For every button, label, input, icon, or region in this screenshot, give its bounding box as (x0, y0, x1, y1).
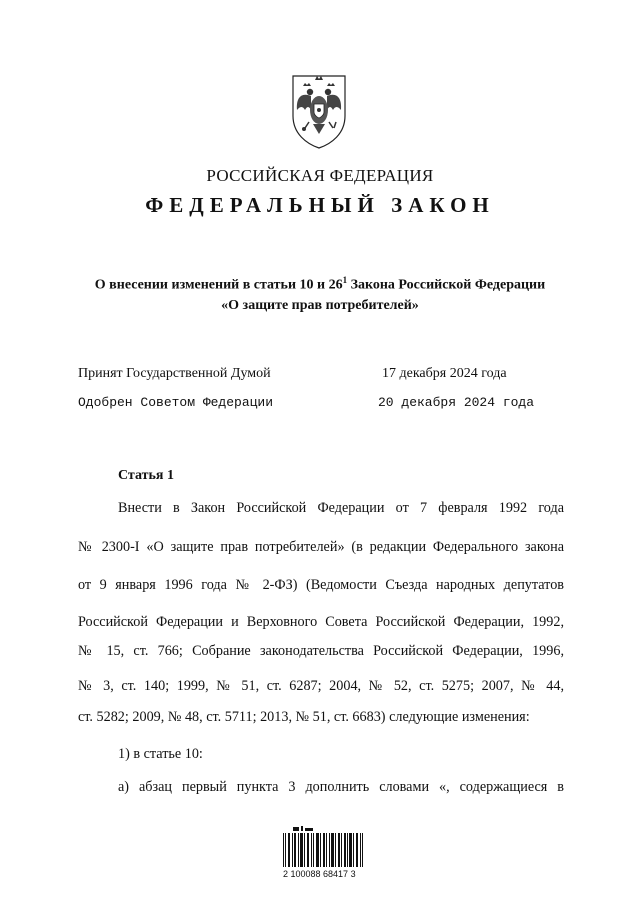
law-title-part-2: Закона Российской Федерации (347, 277, 546, 293)
article-text-line: ст. 5282; 2009, № 48, ст. 5711; 2013, № 51, ст. 6683) следующие изменения: (78, 709, 530, 725)
article-text-line: Внести в Закон Российской Федерации от 7 февраля 1992 года (118, 500, 564, 516)
law-title-line-1 (0, 270, 640, 296)
article-text-line: № 2300-I «О защите прав потребителей» (в редакции Федерального закона (78, 539, 564, 555)
barcode (283, 825, 363, 869)
article-text-line: № 3, ст. 140; 1999, № 51, ст. 6287; 2004, № 52, ст. 5275; 2007, № 44, (78, 678, 564, 694)
article-text-line: от 9 января 1996 года № 2-ФЗ) (Ведомости Съезда народных депутатов (78, 577, 564, 593)
amendment-item-1: 1) в статье 10: (118, 746, 203, 762)
barcode-number: 2 100088 68417 3 (283, 869, 356, 879)
coat-of-arms-emblem (289, 70, 349, 150)
law-title (0, 270, 640, 316)
law-title-part-1: О внесении изменений в статьи 10 и 26 (94, 277, 343, 293)
council-approval-date: 20 декабря 2024 года (378, 395, 535, 410)
law-type-heading: ФЕДЕРАЛЬНЫЙ ЗАКОН (145, 193, 495, 217)
article-text-line: Российской Федерации и Верховного Совета Российской Федерации, 1992, (78, 614, 564, 630)
duma-adoption-label: Принят Государственной Думой (78, 366, 271, 381)
duma-adoption-date: 17 декабря 2024 года (382, 366, 507, 381)
council-approval-label: Одобрен Советом Федерации (78, 395, 274, 410)
country-name: РОССИЙСКАЯ ФЕДЕРАЦИЯ (206, 166, 434, 185)
article-text-line: № 15, ст. 766; Собрание законодательства Российской Федерации, 1996, (78, 643, 564, 659)
law-title-superscript: 1 (342, 275, 348, 285)
amendment-item-1a: а) абзац первый пункта 3 дополнить словами «, содержащиеся в (118, 779, 564, 795)
law-title-line-2: «О защите прав потребителей» (221, 297, 419, 313)
article-heading: Статья 1 (118, 468, 174, 483)
